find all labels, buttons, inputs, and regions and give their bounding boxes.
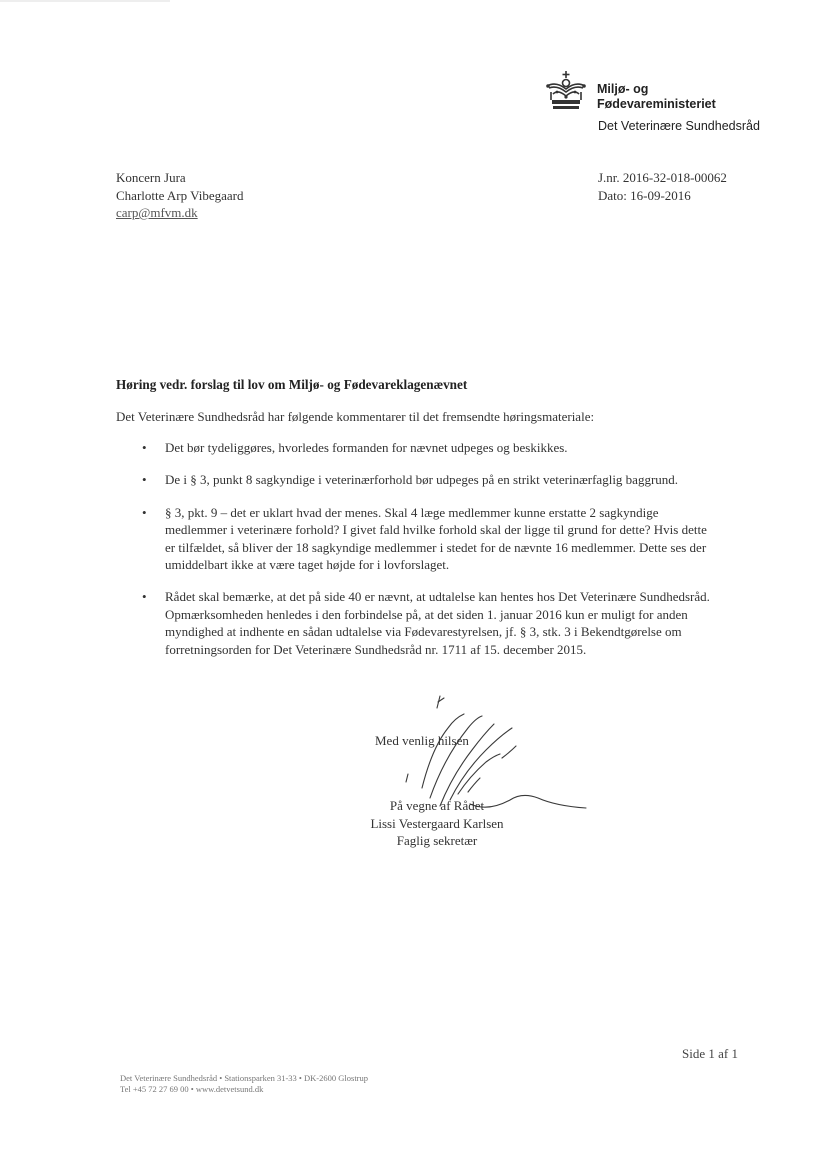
signature-block bbox=[354, 797, 520, 850]
sender-department: Koncern Jura bbox=[116, 170, 186, 185]
letter-date: Dato: 16-09-2016 bbox=[598, 187, 691, 203]
signatory-title: Faglig sekretær bbox=[396, 833, 478, 848]
crown-icon bbox=[543, 70, 589, 117]
reference-block bbox=[598, 169, 727, 204]
list-item bbox=[116, 504, 716, 574]
list-item bbox=[116, 588, 716, 658]
bullet-icon: • bbox=[142, 589, 147, 605]
bullet-icon: • bbox=[142, 504, 147, 520]
journal-number: J.nr. 2016-32-018-00062 bbox=[598, 170, 727, 185]
unit-name: Det Veterinære Sundhedsråd bbox=[598, 119, 760, 133]
letter-subject: Høring vedr. forslag til lov om Miljø- og Fødevareklagenævnet bbox=[116, 377, 468, 392]
ministry-name-line1: Miljø- og bbox=[597, 82, 649, 96]
sender-name: Charlotte Arp Vibegaard bbox=[116, 187, 244, 203]
list-item-text: § 3, pkt. 9 – det er uklart hvad der menes. Skal 4 læge medlemmer kunne erstatte 2 sagkyndige medlemmer i veterinære forhold? I givet fald hvilke forhold skal der ligge til grund for dette? Hvis dette er tilfældet, så bliver der 18 sagkyndige medlemmer i stedet for de nævnte 16 medlemmer. Dette ses der umiddelbart ikke at være taget højde for i lovforslaget. bbox=[165, 504, 707, 573]
list-item-text: Rådet skal bemærke, at det på side 40 er nævnt, at udtalelse kan hentes hos Det Veterinære Sundhedsråd. Opmærksomheden henledes i den forbindelse på, at det siden 1. januar 2016 kun er muligt for anden myndighed at indhente en sådan udtalelse via Fødevarestyrelsen, jf. § 3, stk. 3 i Bekendtgørelse om forretningsorden for Det Veterinære Sundhedsråd nr. 1711 af 15. december 2015. bbox=[165, 589, 710, 657]
footer-address: Det Veterinære Sundhedsråd • Stationsparken 31-33 • DK-2600 Glostrup bbox=[120, 1073, 369, 1083]
page-number: Side 1 af 1 bbox=[682, 1046, 738, 1061]
signatory-name: Lissi Vestergaard Karlsen bbox=[370, 815, 504, 831]
sender-block bbox=[116, 169, 244, 222]
signoff-on-behalf: På vegne af Rådet bbox=[389, 798, 485, 813]
footer bbox=[120, 1073, 368, 1095]
ministry-name bbox=[597, 82, 716, 112]
bullet-icon: • bbox=[142, 472, 147, 488]
ministry-name-line2: Fødevareministeriet bbox=[597, 97, 716, 111]
closing-greeting: Med venlig hilsen bbox=[375, 733, 469, 748]
sender-email-link[interactable]: carp@mfvm.dk bbox=[116, 205, 198, 220]
list-item-text: De i § 3, punkt 8 sagkyndige i veterinærforhold bør udpeges på en strikt veterinærfaglig baggrund. bbox=[165, 472, 679, 488]
letter-intro: Det Veterinære Sundhedsråd har følgende kommentarer til det fremsendte høringsmateriale: bbox=[116, 409, 595, 424]
list-item-text: Det bør tydeliggøres, hvorledes formanden for nævnet udpeges og beskikkes. bbox=[165, 440, 568, 455]
scan-artifact bbox=[0, 0, 170, 2]
comment-list bbox=[116, 439, 716, 673]
list-item bbox=[116, 439, 716, 456]
footer-contact: Tel +45 72 27 69 00 • www.detvetsund.dk bbox=[120, 1084, 264, 1094]
list-item bbox=[116, 471, 716, 488]
bullet-icon: • bbox=[142, 440, 147, 455]
